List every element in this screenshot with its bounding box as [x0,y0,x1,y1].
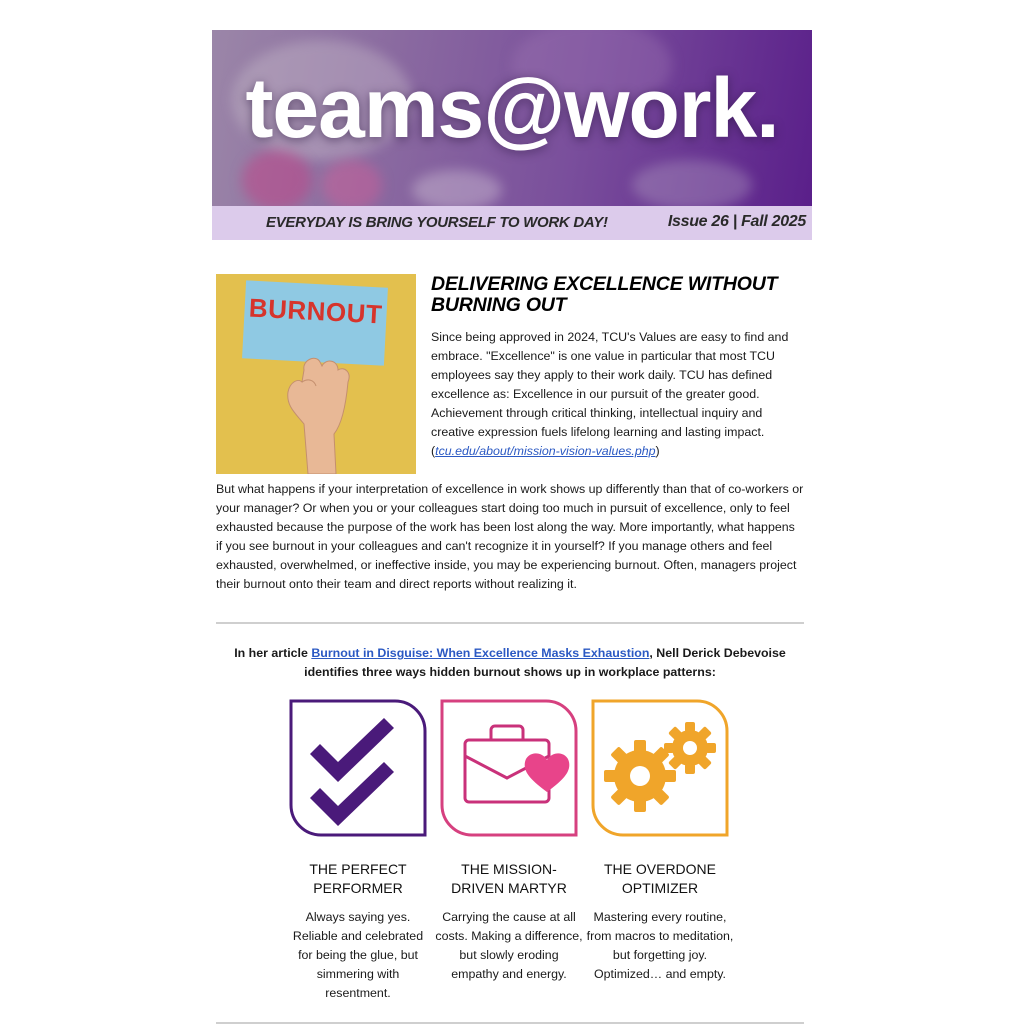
section-divider [216,622,804,624]
values-link[interactable]: tcu.edu/about/mission-vision-values.php [435,444,656,458]
briefcase-heart-icon [437,696,581,840]
burnout-card-text: BURNOUT [248,292,384,330]
feature-article [216,274,804,613]
hand-illustration [216,274,416,474]
pattern-description: Carrying the cause at all costs. Making a difference, but slowly eroding empathy and energy. [435,910,583,981]
header-banner [212,30,812,240]
article-link[interactable]: Burnout in Disguise: When Excellence Masks Exhaustion [311,646,650,660]
intro-prefix: In her article [234,646,312,660]
double-checkmark-icon [286,696,430,840]
banner-strip [212,206,812,240]
pattern-description: Always saying yes. Reliable and celebrated for being the glue, but simmering with resentment. [292,910,424,1000]
banner-photo [212,30,812,206]
pattern-perfect-performer [284,696,432,1003]
pattern-mission-driven-martyr [435,696,583,984]
intro-suffix: , Nell Derick Debevoise identifies three ways hidden burnout shows up in workplace patterns: [304,646,786,679]
article-paragraph-2: But what happens if your interpretation of excellence in work shows up differently than that of co-workers or your manager? Or when you or your colleagues start doing too much in pursuit of excellence, only to feel exhausted because the purpose of the work has been lost along the way. More importantly, what happens if you see burnout in your colleagues and can't recognize it in yourself? If you manage others and feel exhausted, overwhelmed, or ineffective inside, you may be experiencing burnout. Often, managers project their burnout onto their team and direct reports without realizing it. [216,482,804,591]
banner-title: teams@work. [245,61,779,155]
pattern-title: THE MISSION-DRIVEN MARTYR [451,861,567,896]
pattern-overdone-optimizer [586,696,734,984]
banner-tagline: EVERYDAY IS BRING YOURSELF TO WORK DAY! [266,214,608,231]
pattern-title: THE OVERDONE OPTIMIZER [603,861,716,896]
article-title: DELIVERING EXCELLENCE WITHOUT BURNING OUT [431,273,778,316]
patterns-intro [216,644,804,682]
article-paragraph-1-text: Since being approved in 2024, TCU's Values are easy to find and embrace. "Excellence" is one value in particular that most TCU employees say they apply to their work daily. TCU has defined excellence as: Excellence in our pursuit of the greater good. Achievement through critical thinking, intellectual inquiry and creative expression fuels lifelong learning and lasting impact. ( [431,330,789,458]
gears-icon [588,696,732,840]
pattern-description: Mastering every routine, from macros to meditation, but forgetting joy. Optimized… and empty. [586,910,734,981]
article-paragraph-1-close: ) [655,444,660,458]
burnout-image [216,274,416,474]
issue-label: Issue 26 | Fall 2025 [667,213,806,230]
pattern-title: THE PERFECT PERFORMER [309,861,407,896]
